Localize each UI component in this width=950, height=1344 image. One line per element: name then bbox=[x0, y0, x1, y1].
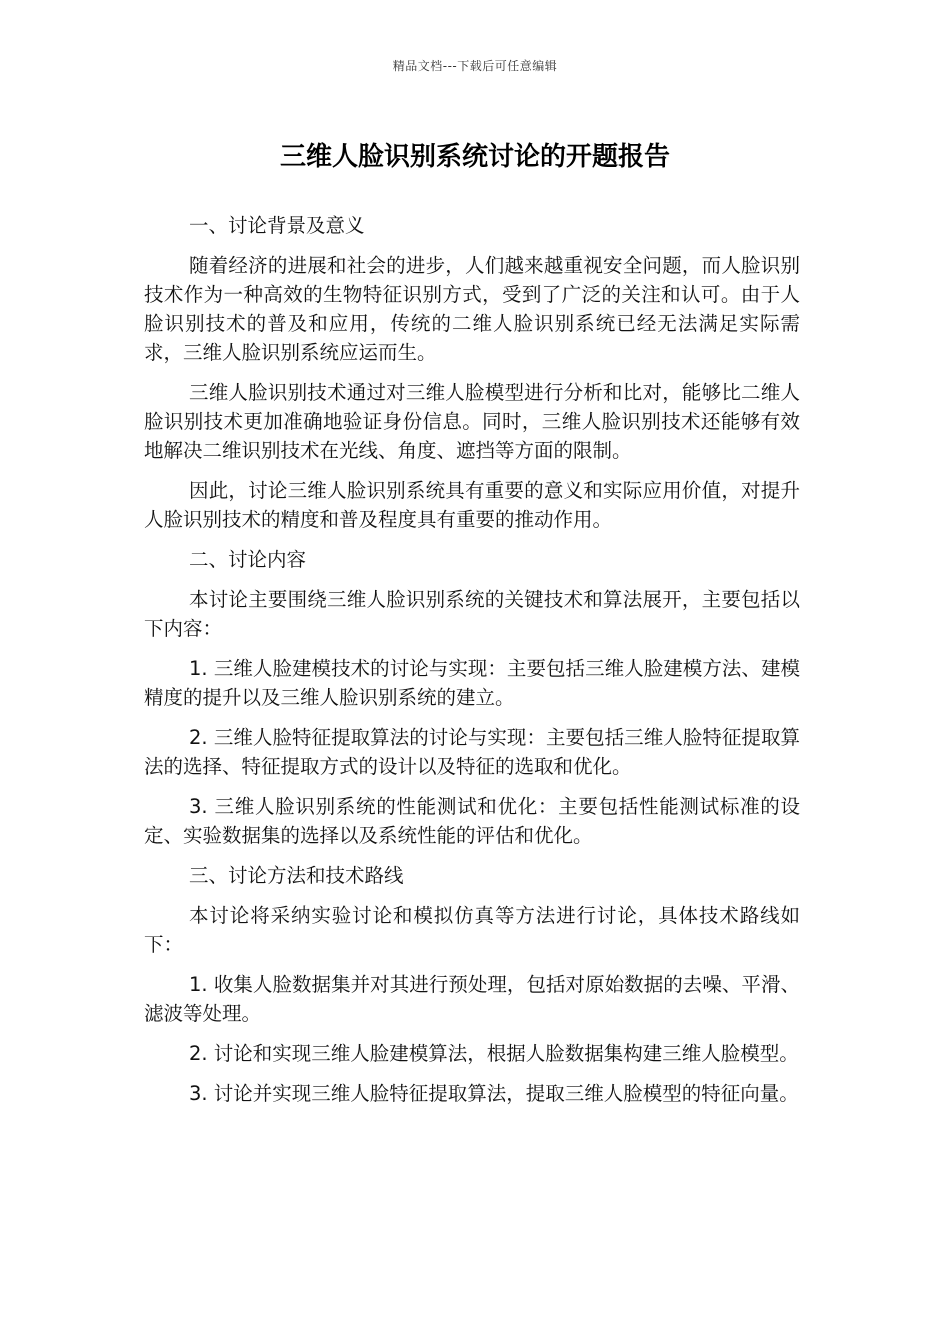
list-item-content-1: 1. 三维人脸建模技术的讨论与实现：主要包括三维人脸建模方法、建模精度的提升以及三维人脸识别系统的建立。 bbox=[144, 657, 800, 709]
section-heading-content: 二、讨论内容 bbox=[189, 548, 307, 571]
paragraph-background-3: 因此，讨论三维人脸识别系统具有重要的意义和实际应用价值，对提升人脸识别技术的精度和普及程度具有重要的推动作用。 bbox=[144, 479, 800, 531]
list-item-methods-2: 2. 讨论和实现三维人脸建模算法，根据人脸数据集构建三维人脸模型。 bbox=[189, 1042, 799, 1065]
paragraph-background-1: 随着经济的进展和社会的进步，人们越来越重视安全问题，而人脸识别技术作为一种高效的生物特征识别方式，受到了广泛的关注和认可。由于人脸识别技术的普及和应用，传统的二维人脸识别系统已经无法满足实际需求，三维人脸识别系统应运而生。 bbox=[144, 254, 800, 364]
list-item-content-3: 3. 三维人脸识别系统的性能测试和优化：主要包括性能测试标准的设定、实验数据集的选择以及系统性能的评估和优化。 bbox=[144, 795, 800, 847]
list-item-methods-3: 3. 讨论并实现三维人脸特征提取算法，提取三维人脸模型的特征向量。 bbox=[189, 1082, 799, 1105]
page-header-note: 精品文档---下载后可任意编辑 bbox=[392, 59, 558, 73]
section-heading-background: 一、讨论背景及意义 bbox=[189, 214, 365, 237]
document-title: 三维人脸识别系统讨论的开题报告 bbox=[279, 142, 670, 172]
paragraph-content-intro: 本讨论主要围绕三维人脸识别系统的关键技术和算法展开，主要包括以下内容： bbox=[144, 588, 800, 640]
paragraph-methods-intro: 本讨论将采纳实验讨论和模拟仿真等方法进行讨论，具体技术路线如下： bbox=[144, 904, 800, 956]
list-item-methods-1: 1. 收集人脸数据集并对其进行预处理，包括对原始数据的去噪、平滑、滤波等处理。 bbox=[144, 973, 800, 1025]
paragraph-background-2: 三维人脸识别技术通过对三维人脸模型进行分析和比对，能够比二维人脸识别技术更加准确地验证身份信息。同时，三维人脸识别技术还能够有效地解决二维识别技术在光线、角度、遮挡等方面的限制。 bbox=[144, 381, 800, 462]
section-heading-methods: 三、讨论方法和技术路线 bbox=[189, 864, 404, 887]
list-item-content-2: 2. 三维人脸特征提取算法的讨论与实现：主要包括三维人脸特征提取算法的选择、特征提取方式的设计以及特征的选取和优化。 bbox=[144, 726, 800, 778]
document-body bbox=[144, 211, 800, 1119]
